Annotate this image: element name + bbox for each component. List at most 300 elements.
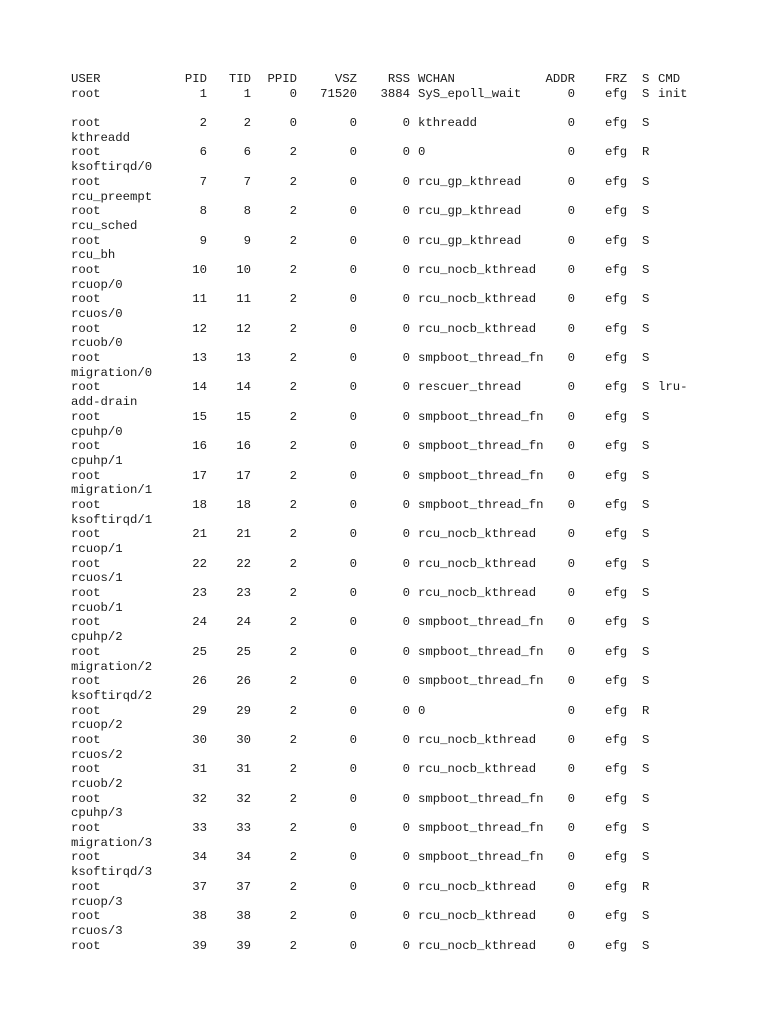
- process-row: [71, 439, 711, 454]
- header-tid: TID: [228, 72, 251, 86]
- proc-pid: 7: [199, 174, 207, 189]
- process-row: [71, 498, 711, 513]
- proc-user: root: [71, 145, 101, 160]
- proc-addr: 0: [567, 615, 575, 630]
- proc-rss: 0: [402, 703, 410, 718]
- header-cmd: CMD: [658, 72, 681, 86]
- header-state: S: [642, 72, 650, 86]
- proc-cmd-wrapped: rcuop/3: [71, 894, 123, 909]
- process-cmd-wrap-row: [71, 924, 711, 939]
- proc-frz: efg: [605, 615, 628, 630]
- process-row: [71, 821, 711, 836]
- proc-addr: 0: [567, 468, 575, 483]
- proc-pid: 33: [192, 821, 207, 836]
- proc-wchan: SyS_epoll_wait: [418, 86, 522, 101]
- process-cmd-wrap-row: [71, 219, 711, 234]
- proc-user: root: [71, 821, 101, 836]
- proc-addr: 0: [567, 586, 575, 601]
- proc-user: root: [71, 586, 101, 601]
- proc-user: root: [71, 703, 101, 718]
- process-cmd-wrap-row: [71, 953, 711, 968]
- process-cmd-wrap-row: [71, 630, 711, 645]
- process-list: [71, 87, 711, 968]
- proc-addr: 0: [567, 527, 575, 542]
- proc-vsz: 0: [349, 380, 357, 395]
- proc-pid: 10: [192, 262, 207, 277]
- proc-rss: 0: [402, 233, 410, 248]
- proc-ppid: 2: [289, 145, 297, 160]
- proc-wchan: smpboot_thread_fn: [418, 850, 544, 865]
- proc-pid: 9: [199, 233, 207, 248]
- proc-tid: 12: [236, 321, 251, 336]
- process-cmd-wrap-row: [71, 366, 711, 381]
- proc-addr: 0: [567, 497, 575, 512]
- proc-wchan: smpboot_thread_fn: [418, 615, 544, 630]
- process-cmd-wrap-row: [71, 836, 711, 851]
- proc-addr: 0: [567, 439, 575, 454]
- proc-cmd-wrapped: add-drain: [71, 395, 138, 410]
- process-cmd-wrap-row: [71, 777, 711, 792]
- process-row: [71, 850, 711, 865]
- proc-addr: 0: [567, 556, 575, 571]
- proc-state: S: [642, 292, 650, 307]
- proc-tid: 38: [236, 909, 251, 924]
- proc-ppid: 2: [289, 321, 297, 336]
- proc-cmd-wrapped: rcuos/0: [71, 307, 123, 321]
- proc-rss: 0: [402, 292, 410, 307]
- proc-pid: 30: [192, 732, 207, 747]
- proc-tid: 22: [236, 556, 251, 571]
- proc-addr: 0: [567, 644, 575, 659]
- proc-state: S: [642, 791, 650, 806]
- proc-wchan: rcu_nocb_kthread: [418, 556, 537, 571]
- process-row: [71, 909, 711, 924]
- proc-wchan: 0: [418, 703, 426, 718]
- proc-cmd-wrapped: rcuos/3: [71, 923, 123, 938]
- proc-wchan: rcu_nocb_kthread: [418, 879, 537, 894]
- process-cmd-wrap-row: [71, 395, 711, 410]
- proc-rss: 0: [402, 850, 410, 865]
- proc-vsz: 0: [349, 527, 357, 542]
- proc-cmd: init: [658, 86, 688, 101]
- process-cmd-wrap-row: [71, 454, 711, 469]
- proc-addr: 0: [567, 821, 575, 836]
- proc-rss: 0: [402, 527, 410, 542]
- process-row: [71, 87, 711, 102]
- proc-addr: 0: [567, 292, 575, 307]
- proc-wchan: rcu_nocb_kthread: [418, 732, 537, 747]
- proc-addr: 0: [567, 86, 575, 101]
- process-row: [71, 292, 711, 307]
- proc-addr: 0: [567, 233, 575, 248]
- proc-user: root: [71, 292, 101, 307]
- proc-vsz: 0: [349, 732, 357, 747]
- process-row: [71, 762, 711, 777]
- process-row: [71, 645, 711, 660]
- proc-frz: efg: [605, 262, 628, 277]
- proc-rss: 0: [402, 909, 410, 924]
- process-row: [71, 674, 711, 689]
- proc-user: root: [71, 351, 101, 366]
- proc-tid: 9: [243, 233, 251, 248]
- proc-state: S: [642, 732, 650, 747]
- proc-ppid: 2: [289, 292, 297, 307]
- proc-rss: 0: [402, 262, 410, 277]
- proc-wchan: rcu_gp_kthread: [418, 204, 522, 219]
- proc-frz: efg: [605, 762, 628, 777]
- proc-frz: efg: [605, 86, 628, 101]
- proc-tid: 17: [236, 468, 251, 483]
- proc-wchan: rcu_nocb_kthread: [418, 527, 537, 542]
- process-cmd-wrap-row: [71, 307, 711, 322]
- proc-tid: 23: [236, 586, 251, 601]
- proc-wchan: smpboot_thread_fn: [418, 351, 544, 366]
- process-cmd-wrap-row: [71, 806, 711, 821]
- proc-tid: 29: [236, 703, 251, 718]
- proc-pid: 1: [199, 86, 207, 101]
- proc-cmd-wrapped: migration/3: [71, 835, 153, 850]
- process-row: [71, 145, 711, 160]
- proc-frz: efg: [605, 821, 628, 836]
- proc-cmd: lru-: [658, 380, 688, 395]
- process-cmd-wrap-row: [71, 336, 711, 351]
- proc-addr: 0: [567, 703, 575, 718]
- process-row: [71, 733, 711, 748]
- process-cmd-wrap-row: [71, 601, 711, 616]
- proc-addr: 0: [567, 116, 575, 131]
- process-cmd-wrap-row: [71, 689, 711, 704]
- proc-wchan: rcu_nocb_kthread: [418, 909, 537, 924]
- proc-cmd-wrapped: rcuop/0: [71, 277, 123, 292]
- header-addr: ADDR: [545, 72, 575, 86]
- proc-user: root: [71, 439, 101, 454]
- proc-pid: 23: [192, 586, 207, 601]
- proc-ppid: 2: [289, 439, 297, 454]
- proc-wchan: smpboot_thread_fn: [418, 497, 544, 512]
- proc-wchan: smpboot_thread_fn: [418, 644, 544, 659]
- header-rss: RSS: [387, 72, 410, 86]
- proc-tid: 7: [243, 174, 251, 189]
- proc-tid: 37: [236, 879, 251, 894]
- proc-user: root: [71, 909, 101, 924]
- proc-wchan: 0: [418, 145, 426, 160]
- proc-tid: 16: [236, 439, 251, 454]
- header-user: USER: [71, 72, 101, 86]
- proc-addr: 0: [567, 732, 575, 747]
- proc-cmd-wrapped: cpuhp/1: [71, 453, 123, 468]
- process-row: [71, 322, 711, 337]
- proc-frz: efg: [605, 321, 628, 336]
- proc-frz: efg: [605, 850, 628, 865]
- proc-ppid: 2: [289, 879, 297, 894]
- header-pid: PID: [184, 72, 207, 86]
- proc-user: root: [71, 674, 101, 689]
- proc-cmd-wrapped: rcuob/2: [71, 777, 123, 791]
- proc-wchan: smpboot_thread_fn: [418, 468, 544, 483]
- proc-addr: 0: [567, 674, 575, 689]
- proc-tid: 39: [236, 938, 251, 953]
- proc-vsz: 0: [349, 497, 357, 512]
- proc-frz: efg: [605, 204, 628, 219]
- process-cmd-wrap-row: [71, 865, 711, 880]
- header-frz: FRZ: [605, 72, 628, 86]
- proc-wchan: smpboot_thread_fn: [418, 439, 544, 454]
- process-cmd-wrap-row: [71, 483, 711, 498]
- proc-cmd-wrapped: cpuhp/3: [71, 806, 123, 821]
- proc-state: S: [642, 909, 650, 924]
- proc-rss: 0: [402, 439, 410, 454]
- proc-vsz: 0: [349, 262, 357, 277]
- proc-state: S: [642, 174, 650, 189]
- proc-state: S: [642, 644, 650, 659]
- proc-rss: 0: [402, 556, 410, 571]
- proc-wchan: rcu_nocb_kthread: [418, 586, 537, 601]
- proc-frz: efg: [605, 586, 628, 601]
- proc-cmd-wrapped: ksoftirqd/3: [71, 865, 153, 880]
- proc-wchan: rcu_nocb_kthread: [418, 762, 537, 777]
- proc-vsz: 0: [349, 791, 357, 806]
- process-cmd-wrap-row: [71, 278, 711, 293]
- proc-frz: efg: [605, 380, 628, 395]
- proc-state: R: [642, 879, 650, 894]
- proc-wchan: smpboot_thread_fn: [418, 674, 544, 689]
- proc-user: root: [71, 762, 101, 777]
- proc-pid: 17: [192, 468, 207, 483]
- proc-pid: 12: [192, 321, 207, 336]
- proc-frz: efg: [605, 909, 628, 924]
- proc-user: root: [71, 938, 101, 953]
- proc-state: R: [642, 703, 650, 718]
- proc-addr: 0: [567, 321, 575, 336]
- proc-ppid: 2: [289, 380, 297, 395]
- proc-addr: 0: [567, 850, 575, 865]
- proc-cmd-wrapped: migration/0: [71, 365, 153, 380]
- proc-tid: 2: [243, 116, 251, 131]
- proc-cmd-wrapped: rcu_preempt: [71, 189, 153, 204]
- proc-addr: 0: [567, 262, 575, 277]
- process-row: [71, 116, 711, 131]
- process-row: [71, 615, 711, 630]
- proc-user: root: [71, 233, 101, 248]
- proc-ppid: 2: [289, 644, 297, 659]
- proc-user: root: [71, 644, 101, 659]
- process-cmd-wrap-row: [71, 160, 711, 175]
- proc-pid: 15: [192, 409, 207, 424]
- proc-vsz: 0: [349, 409, 357, 424]
- proc-vsz: 0: [349, 909, 357, 924]
- process-cmd-wrap-row: [71, 425, 711, 440]
- proc-user: root: [71, 732, 101, 747]
- proc-vsz: 0: [349, 850, 357, 865]
- proc-pid: 2: [199, 116, 207, 131]
- proc-ppid: 2: [289, 351, 297, 366]
- process-cmd-wrap-row: [71, 571, 711, 586]
- proc-ppid: 2: [289, 938, 297, 953]
- proc-ppid: 2: [289, 615, 297, 630]
- proc-ppid: 2: [289, 527, 297, 542]
- proc-ppid: 2: [289, 586, 297, 601]
- process-cmd-wrap-row: [71, 660, 711, 675]
- proc-vsz: 0: [349, 644, 357, 659]
- proc-tid: 6: [243, 145, 251, 160]
- proc-state: S: [642, 262, 650, 277]
- proc-state: S: [642, 409, 650, 424]
- proc-cmd-wrapped: cpuhp/0: [71, 424, 123, 439]
- proc-addr: 0: [567, 204, 575, 219]
- proc-pid: 16: [192, 439, 207, 454]
- proc-pid: 11: [192, 292, 207, 307]
- process-cmd-wrap-row: [71, 101, 711, 116]
- proc-cmd-wrapped: migration/1: [71, 483, 153, 498]
- proc-ppid: 2: [289, 204, 297, 219]
- proc-pid: 39: [192, 938, 207, 953]
- proc-cmd-wrapped: migration/2: [71, 659, 153, 674]
- proc-state: S: [642, 380, 650, 395]
- proc-frz: efg: [605, 497, 628, 512]
- proc-addr: 0: [567, 762, 575, 777]
- proc-ppid: 2: [289, 468, 297, 483]
- proc-pid: 18: [192, 497, 207, 512]
- proc-state: S: [642, 233, 650, 248]
- proc-state: S: [642, 556, 650, 571]
- proc-state: S: [642, 674, 650, 689]
- proc-state: S: [642, 116, 650, 131]
- proc-wchan: smpboot_thread_fn: [418, 409, 544, 424]
- proc-tid: 33: [236, 821, 251, 836]
- proc-vsz: 0: [349, 938, 357, 953]
- proc-rss: 0: [402, 116, 410, 131]
- proc-addr: 0: [567, 879, 575, 894]
- proc-user: root: [71, 527, 101, 542]
- proc-rss: 0: [402, 879, 410, 894]
- proc-rss: 0: [402, 674, 410, 689]
- proc-frz: efg: [605, 556, 628, 571]
- proc-tid: 24: [236, 615, 251, 630]
- proc-pid: 38: [192, 909, 207, 924]
- process-cmd-wrap-row: [71, 131, 711, 146]
- proc-pid: 13: [192, 351, 207, 366]
- proc-vsz: 0: [349, 204, 357, 219]
- proc-tid: 32: [236, 791, 251, 806]
- proc-user: root: [71, 321, 101, 336]
- proc-user: root: [71, 86, 101, 101]
- proc-tid: 11: [236, 292, 251, 307]
- proc-cmd-wrapped: rcuos/1: [71, 571, 123, 586]
- proc-vsz: 0: [349, 351, 357, 366]
- ps-header-row: [71, 72, 711, 87]
- proc-ppid: 2: [289, 821, 297, 836]
- proc-rss: 0: [402, 145, 410, 160]
- proc-addr: 0: [567, 791, 575, 806]
- proc-cmd-wrapped: ksoftirqd/2: [71, 688, 153, 703]
- process-cmd-wrap-row: [71, 248, 711, 263]
- proc-state: S: [642, 439, 650, 454]
- proc-tid: 8: [243, 204, 251, 219]
- proc-user: root: [71, 116, 101, 131]
- proc-state: S: [642, 762, 650, 777]
- proc-vsz: 71520: [320, 86, 357, 101]
- proc-user: root: [71, 497, 101, 512]
- process-row: [71, 792, 711, 807]
- proc-tid: 34: [236, 850, 251, 865]
- proc-rss: 0: [402, 174, 410, 189]
- proc-vsz: 0: [349, 879, 357, 894]
- proc-pid: 29: [192, 703, 207, 718]
- proc-ppid: 2: [289, 732, 297, 747]
- proc-cmd-wrapped: kthreadd: [71, 130, 131, 145]
- proc-state: R: [642, 145, 650, 160]
- process-cmd-wrap-row: [71, 718, 711, 733]
- process-cmd-wrap-row: [71, 895, 711, 910]
- proc-user: root: [71, 879, 101, 894]
- process-row: [71, 586, 711, 601]
- proc-pid: 26: [192, 674, 207, 689]
- proc-state: S: [642, 821, 650, 836]
- proc-vsz: 0: [349, 321, 357, 336]
- proc-pid: 32: [192, 791, 207, 806]
- proc-vsz: 0: [349, 439, 357, 454]
- proc-frz: efg: [605, 292, 628, 307]
- proc-rss: 0: [402, 644, 410, 659]
- proc-cmd-wrapped: cpuhp/2: [71, 630, 123, 645]
- header-ppid: PPID: [267, 72, 297, 86]
- terminal-output: [71, 72, 711, 952]
- proc-ppid: 0: [289, 86, 297, 101]
- proc-rss: 3884: [380, 86, 410, 101]
- proc-vsz: 0: [349, 703, 357, 718]
- proc-addr: 0: [567, 938, 575, 953]
- proc-pid: 31: [192, 762, 207, 777]
- proc-user: root: [71, 409, 101, 424]
- proc-state: S: [642, 86, 650, 101]
- proc-tid: 18: [236, 497, 251, 512]
- process-row: [71, 469, 711, 484]
- proc-rss: 0: [402, 497, 410, 512]
- proc-addr: 0: [567, 145, 575, 160]
- proc-rss: 0: [402, 615, 410, 630]
- proc-frz: efg: [605, 732, 628, 747]
- proc-vsz: 0: [349, 615, 357, 630]
- proc-cmd-wrapped: rcuos/2: [71, 747, 123, 762]
- process-cmd-wrap-row: [71, 190, 711, 205]
- proc-tid: 31: [236, 762, 251, 777]
- proc-frz: efg: [605, 468, 628, 483]
- proc-frz: efg: [605, 351, 628, 366]
- proc-user: root: [71, 791, 101, 806]
- proc-ppid: 2: [289, 409, 297, 424]
- proc-pid: 22: [192, 556, 207, 571]
- proc-user: root: [71, 204, 101, 219]
- proc-frz: efg: [605, 938, 628, 953]
- proc-tid: 25: [236, 644, 251, 659]
- proc-vsz: 0: [349, 468, 357, 483]
- proc-user: root: [71, 174, 101, 189]
- proc-addr: 0: [567, 174, 575, 189]
- proc-vsz: 0: [349, 586, 357, 601]
- proc-cmd-wrapped: rcuob/0: [71, 336, 123, 351]
- header-wchan: WCHAN: [418, 72, 455, 86]
- proc-frz: efg: [605, 703, 628, 718]
- proc-ppid: 2: [289, 674, 297, 689]
- proc-vsz: 0: [349, 116, 357, 131]
- proc-frz: efg: [605, 439, 628, 454]
- proc-wchan: smpboot_thread_fn: [418, 791, 544, 806]
- proc-state: S: [642, 938, 650, 953]
- proc-state: S: [642, 850, 650, 865]
- process-cmd-wrap-row: [71, 513, 711, 528]
- proc-pid: 25: [192, 644, 207, 659]
- process-cmd-wrap-row: [71, 748, 711, 763]
